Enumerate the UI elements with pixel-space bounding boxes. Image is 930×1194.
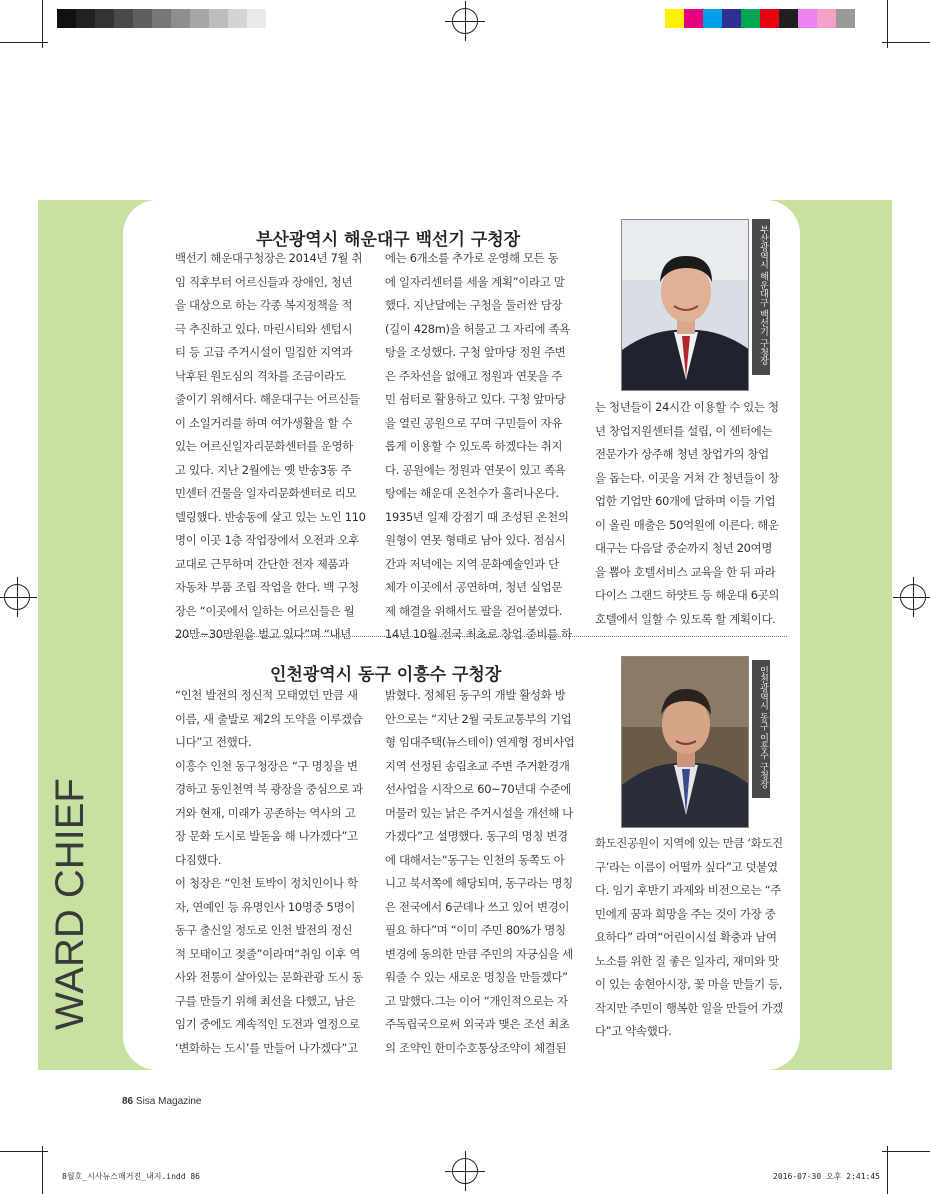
text-line: 변경에 동의한 만큼 주민의 자긍심을 세 (385, 946, 573, 961)
text-line: 다이스 그랜드 하얏트 등 해운대 6곳의 (595, 588, 780, 602)
text-line: 장은 “이곳에서 일하는 어르신들은 월 (175, 603, 355, 618)
section2-column-2 (385, 684, 578, 1060)
registration-mark (900, 584, 926, 610)
slug-timestamp: 2016-07-30 오후 2:41:45 (773, 1172, 880, 1181)
page-folio (122, 1096, 202, 1107)
text-line: 다짐했다. (175, 852, 222, 867)
text-line: 은 주차선을 없애고 정원과 연못을 주 (385, 368, 563, 383)
text-line: 원형이 연못 형태로 남아 있다. 점심시 (385, 533, 566, 547)
text-line: 이름, 새 출발로 제2의 도약을 이루겠습 (175, 711, 363, 726)
text-line: 노소를 위한 질 좋은 일자리, 재미와 맛 (595, 953, 779, 968)
text-line: 호텔에서 일할 수 있도록 할 계획이다. (595, 611, 776, 626)
text-line: 극 추진하고 있다. 마린시티와 센텀시 (175, 321, 353, 336)
text-line: 밝혔다. 정체된 동구의 개발 활성화 방 (385, 688, 566, 702)
text-line: 14년 10월 전국 최초로 창업 준비를 하 (385, 627, 572, 641)
color-swatch (836, 9, 855, 28)
text-line: 에 일자리센터를 세울 계획”이라고 말 (385, 274, 565, 289)
text-line: 있는 어르신일자리문화센터를 운영하 (175, 439, 353, 453)
text-line: 자, 연예인 등 유명인사 10명중 5명이 (175, 899, 355, 914)
text-line: 20만~30만원을 벌고 있다”며 “내년 (175, 627, 351, 641)
text-line: 다. 공원에는 정원과 연못이 있고 족욕 (385, 462, 566, 477)
text-line: 니다”고 전했다. (175, 735, 252, 749)
text-line: 거와 현재, 미래가 공존하는 역사의 고 (175, 805, 356, 820)
color-swatch (798, 9, 817, 28)
color-swatch (703, 9, 722, 28)
text-line: 체가 이곳에서 공연하며, 청년 실업문 (385, 580, 563, 594)
text-line: 롭게 이용할 수 있도록 하겠다는 취지 (385, 439, 563, 453)
page-number: 86 (122, 1096, 134, 1107)
section-divider (175, 636, 787, 637)
text-line: 은 전국에서 6군데나 쓰고 있어 변경이 (385, 899, 570, 914)
text-line: 을 돕는다. 이곳을 거쳐 간 청년들이 창 (595, 470, 779, 485)
text-line: (길이 428m)을 허물고 그 자리에 족욕 (385, 321, 570, 336)
color-swatch (665, 9, 684, 28)
text-line: 다. 임기 후반기 과제와 비전으로는 “주 (595, 883, 782, 897)
text-line: 백선기 해운대구청장은 2014년 7월 취 (175, 251, 363, 265)
color-swatch (684, 9, 703, 28)
text-line: 업한 기업만 60개에 달하며 이들 기업 (595, 494, 776, 508)
color-swatch (190, 9, 209, 28)
section1-column-2 (385, 247, 578, 647)
color-swatch (152, 9, 171, 28)
text-line: 화도진공원이 지역에 있는 만큼 ‘화도진 (595, 836, 783, 850)
text-line: 1935년 일제 강점기 때 조성된 온천의 (385, 509, 569, 524)
text-line: 제 해결을 위해서도 팔을 걷어붙였다. (385, 603, 563, 618)
crop-mark (0, 42, 48, 43)
color-swatch (817, 9, 836, 28)
section1-column-1 (175, 247, 368, 647)
text-line: 했다. 지난달에는 구청을 둘러싼 담장 (385, 298, 563, 312)
cmyk-color-bar (665, 9, 855, 28)
color-swatch (228, 9, 247, 28)
crop-mark (42, 0, 43, 48)
section2-title: 인천광역시 동구 이흥수 구청장 (270, 665, 502, 685)
section1-column-3 (595, 396, 788, 631)
color-swatch (57, 9, 76, 28)
color-swatch (247, 9, 266, 28)
text-line: 필요 하다”며 “이미 주민 80%가 명칭 (385, 923, 566, 937)
photo-caption-baek: 부산광역시 해운대구 백선기 구청장 (752, 219, 770, 375)
registration-mark (4, 584, 30, 610)
text-line: 임기 중에도 계속적인 도전과 열정으로 (175, 1017, 360, 1031)
text-line: 가겠다”고 설명했다. 동구의 명칭 변경 (385, 829, 568, 843)
text-line: 형 임대주택(뉴스테이) 연계형 정비사업 (385, 735, 575, 749)
text-line: 이흥수 인천 동구청장은 “구 명칭을 변 (175, 758, 358, 773)
color-swatch (722, 9, 741, 28)
text-line: 요하다” 라며“어린이시설 확충과 남여 (595, 930, 777, 944)
text-line: 니고 북서쪽에 해당되며, 동구라는 명칭 (385, 876, 573, 890)
text-line: 명이 이곳 1층 작업장에서 오전과 오후 (175, 533, 360, 547)
text-line: 년 창업지원센터를 설립, 이 센터에는 (595, 423, 773, 438)
color-swatch (95, 9, 114, 28)
section1-title: 부산광역시 해운대구 백선기 구청장 (256, 230, 521, 250)
text-line: 티 등 고급 주거시설이 밀집한 지역과 (175, 345, 353, 359)
text-line: 작지만 주민이 행복한 일을 만들어 가겠 (595, 1000, 783, 1015)
crop-mark (0, 1151, 48, 1152)
text-line: 이 올린 매출은 50억원에 이른다. 해운 (595, 517, 779, 532)
text-line: 고 말했다.그는 이어 “개인적으로는 자 (385, 993, 568, 1008)
text-line: 간과 저녁에는 지역 문화예술인과 단 (385, 556, 559, 571)
text-line: 주독립국으로써 외국과 맺은 조선 최초 (385, 1017, 570, 1031)
text-line: 이 소일거리를 하며 여가생활을 할 수 (175, 415, 353, 430)
text-line: 이 있는 송현아시장, 꽃 마을 만들기 등, (595, 977, 783, 991)
text-line: 안으로는 “지난 2월 국토교통부의 기업 (385, 711, 572, 726)
text-line: 지역 선정된 송림초교 주변 주거환경개 (385, 758, 570, 773)
color-swatch (760, 9, 779, 28)
text-line: 는 청년들이 24시간 이용할 수 있는 청 (595, 400, 779, 414)
text-line: 장 문화 도시로 발돋움 해 나가겠다”고 (175, 829, 358, 843)
crop-mark (887, 1146, 888, 1194)
text-line: 낙후된 원도심의 격차를 조금이라도 (175, 368, 346, 383)
color-swatch (171, 9, 190, 28)
text-line: 을 열린 공원으로 꾸며 구민들이 자유 (385, 415, 563, 430)
crop-mark (887, 0, 888, 48)
text-line: 민에게 꿈과 희망을 주는 것이 가장 중 (595, 906, 776, 921)
text-line: 자동차 부품 조립 작업을 한다. 백 구청 (175, 580, 359, 594)
text-line: 이 청장은 “인천 토박이 정치인이나 학 (175, 876, 358, 890)
slug-file-name: 8월호_시사뉴스매거진_내지.indd 86 (62, 1172, 200, 1181)
color-swatch (209, 9, 228, 28)
portrait-baek-image (622, 220, 749, 391)
text-line: 구를 만들기 위해 최선을 다했고, 남은 (175, 993, 356, 1008)
text-line: 민 쉼터로 활용하고 있다. 구청 앞마당 (385, 392, 566, 406)
crop-mark (882, 42, 930, 43)
text-line: 다”고 약속했다. (595, 1024, 672, 1038)
text-line: 줄이기 위해서다. 해운대구는 어르신들 (175, 392, 360, 406)
text-line: 경하고 동인천역 북 광장을 중심으로 과 (175, 782, 363, 796)
text-line: 교대로 근무하며 간단한 전자 제품과 (175, 556, 349, 571)
text-line: ‘변화하는 도시’를 만들어 나가겠다”고 (175, 1040, 358, 1055)
photo-caption-lee: 인천광역시 동구 이흥수 구청장 (752, 660, 770, 798)
color-swatch (114, 9, 133, 28)
text-line: 에는 6개소를 추가로 운영해 모든 동 (385, 251, 559, 265)
text-line: 구’라는 이름이 어떨까 싶다”고 덧붙였 (595, 859, 778, 874)
text-line: 고 있다. 지난 2월에는 옛 반송3동 주 (175, 462, 352, 477)
text-line: 동구 출신일 정도로 인천 발전의 정신 (175, 923, 353, 937)
text-line: 을 대상으로 하는 각종 복지정책을 적 (175, 298, 353, 312)
section2-column-1 (175, 684, 368, 1060)
section2-column-3 (595, 832, 788, 1044)
text-line: 사와 전통이 살아있는 문화관광 도시 동 (175, 970, 363, 984)
text-line: 머물러 있는 낡은 주거시설을 개선해 나 (385, 805, 573, 820)
text-line: “인천 발전의 정신적 모태였던 만큼 새 (175, 688, 358, 702)
text-line: 탕에는 해운대 온천수가 흘러나온다. (385, 486, 559, 500)
registration-mark (452, 1158, 478, 1184)
crop-mark (42, 1146, 43, 1194)
crop-mark (882, 1151, 930, 1152)
text-line: 워줄 수 있는 새로운 명칭을 만들겠다” (385, 970, 568, 984)
text-line: 을 뽑아 호텔서비스 교육을 한 뒤 파라 (595, 564, 776, 579)
registration-mark (452, 8, 478, 34)
text-line: 의 조약인 한미수호통상조약이 체결된 (385, 1040, 567, 1055)
text-line: 에 대해서는“동구는 인천의 동쪽도 아 (385, 852, 565, 867)
color-swatch (266, 9, 285, 28)
text-line: 적 모태이고 젖줄”이라며“취임 이후 역 (175, 946, 361, 961)
color-swatch (133, 9, 152, 28)
portrait-photo-lee (621, 656, 749, 828)
text-line: 델링했다. 반송동에 살고 있는 노인 110 (175, 509, 366, 524)
grayscale-color-bar (57, 9, 285, 28)
text-line: 대구는 다음달 중순까지 청년 20여명 (595, 541, 773, 555)
color-swatch (741, 9, 760, 28)
color-swatch (76, 9, 95, 28)
portrait-photo-baek (621, 219, 749, 391)
magazine-name: Sisa Magazine (135, 1096, 202, 1107)
text-line: 민센터 건물을 일자리문화센터로 리모 (175, 486, 357, 500)
text-line: 임 직후부터 어르신들과 장애인, 청년 (175, 274, 353, 289)
text-line: 전문가가 상주해 청년 창업가의 창업 (595, 447, 769, 461)
side-title: WARD CHIEF (48, 778, 92, 1030)
text-line: 선사업을 시작으로 60~70년대 수준에 (385, 782, 572, 796)
text-line: 탕을 조성했다. 구청 앞마당 정원 주변 (385, 345, 566, 359)
color-swatch (779, 9, 798, 28)
portrait-lee-image (622, 657, 749, 828)
